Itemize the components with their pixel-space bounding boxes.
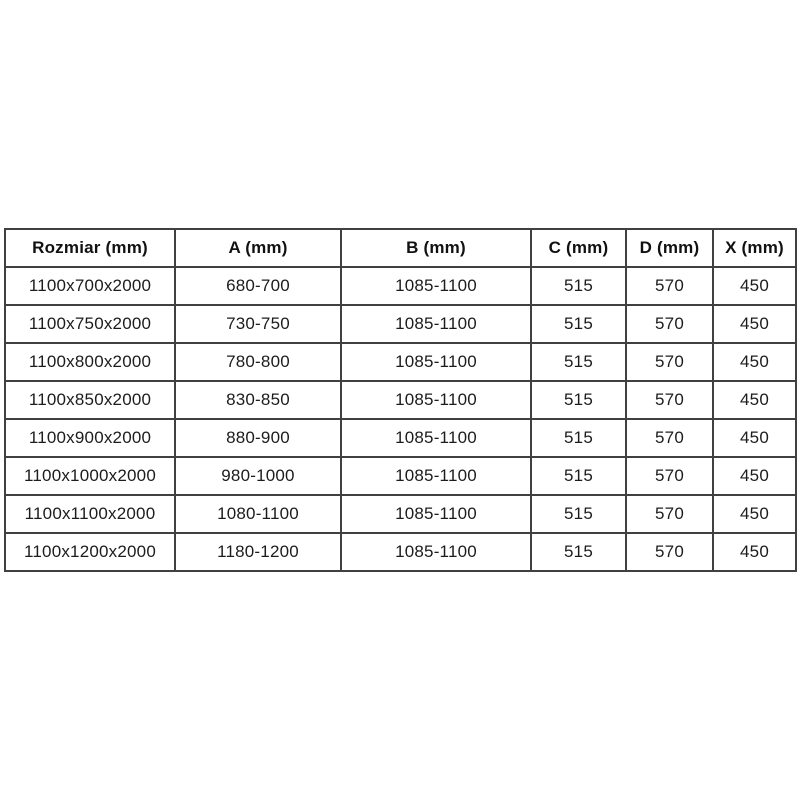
table-cell: 1085-1100: [341, 305, 531, 343]
table-cell: 1085-1100: [341, 381, 531, 419]
table-cell: 515: [531, 343, 626, 381]
table-row: [5, 343, 796, 381]
table-cell: 980-1000: [175, 457, 341, 495]
table-cell: 1100x750x2000: [5, 305, 175, 343]
table-row: [5, 457, 796, 495]
table-cell: 1085-1100: [341, 457, 531, 495]
table-cell: 570: [626, 381, 713, 419]
table-row: [5, 267, 796, 305]
table-cell: 1100x700x2000: [5, 267, 175, 305]
table-cell: 515: [531, 533, 626, 571]
table-row: [5, 305, 796, 343]
column-header-rozmiar: Rozmiar (mm): [5, 229, 175, 267]
table-cell: 1085-1100: [341, 419, 531, 457]
table-cell: 1085-1100: [341, 533, 531, 571]
table-cell: 1100x850x2000: [5, 381, 175, 419]
table-cell: 1085-1100: [341, 495, 531, 533]
size-spec-table: [4, 228, 797, 572]
table-cell: 1100x1000x2000: [5, 457, 175, 495]
column-header-d: D (mm): [626, 229, 713, 267]
table-row: [5, 495, 796, 533]
column-header-c: C (mm): [531, 229, 626, 267]
table-cell: 830-850: [175, 381, 341, 419]
table-cell: 515: [531, 495, 626, 533]
table-cell: 450: [713, 419, 796, 457]
table-cell: 450: [713, 305, 796, 343]
table-cell: 450: [713, 533, 796, 571]
table-cell: 1180-1200: [175, 533, 341, 571]
table-cell: 450: [713, 381, 796, 419]
table-cell: 570: [626, 343, 713, 381]
column-header-x: X (mm): [713, 229, 796, 267]
table-cell: 570: [626, 419, 713, 457]
table-cell: 570: [626, 457, 713, 495]
table-cell: 515: [531, 267, 626, 305]
table-cell: 1100x1200x2000: [5, 533, 175, 571]
table-cell: 1100x1100x2000: [5, 495, 175, 533]
table-cell: 450: [713, 267, 796, 305]
table-row: [5, 381, 796, 419]
table-row: [5, 419, 796, 457]
table-cell: 1080-1100: [175, 495, 341, 533]
table-cell: 570: [626, 495, 713, 533]
table-cell: 515: [531, 457, 626, 495]
table-header-row: [5, 229, 796, 267]
table-cell: 1085-1100: [341, 267, 531, 305]
table-cell: 570: [626, 305, 713, 343]
table-cell: 780-800: [175, 343, 341, 381]
table-cell: 1085-1100: [341, 343, 531, 381]
table-cell: 450: [713, 457, 796, 495]
table-cell: 450: [713, 343, 796, 381]
table-cell: 450: [713, 495, 796, 533]
table-cell: 680-700: [175, 267, 341, 305]
table-cell: 880-900: [175, 419, 341, 457]
table-cell: 730-750: [175, 305, 341, 343]
table-row: [5, 533, 796, 571]
table-cell: 570: [626, 533, 713, 571]
column-header-a: A (mm): [175, 229, 341, 267]
column-header-b: B (mm): [341, 229, 531, 267]
table-cell: 1100x900x2000: [5, 419, 175, 457]
table-cell: 1100x800x2000: [5, 343, 175, 381]
table-cell: 515: [531, 305, 626, 343]
table-cell: 515: [531, 381, 626, 419]
table-cell: 570: [626, 267, 713, 305]
table-cell: 515: [531, 419, 626, 457]
